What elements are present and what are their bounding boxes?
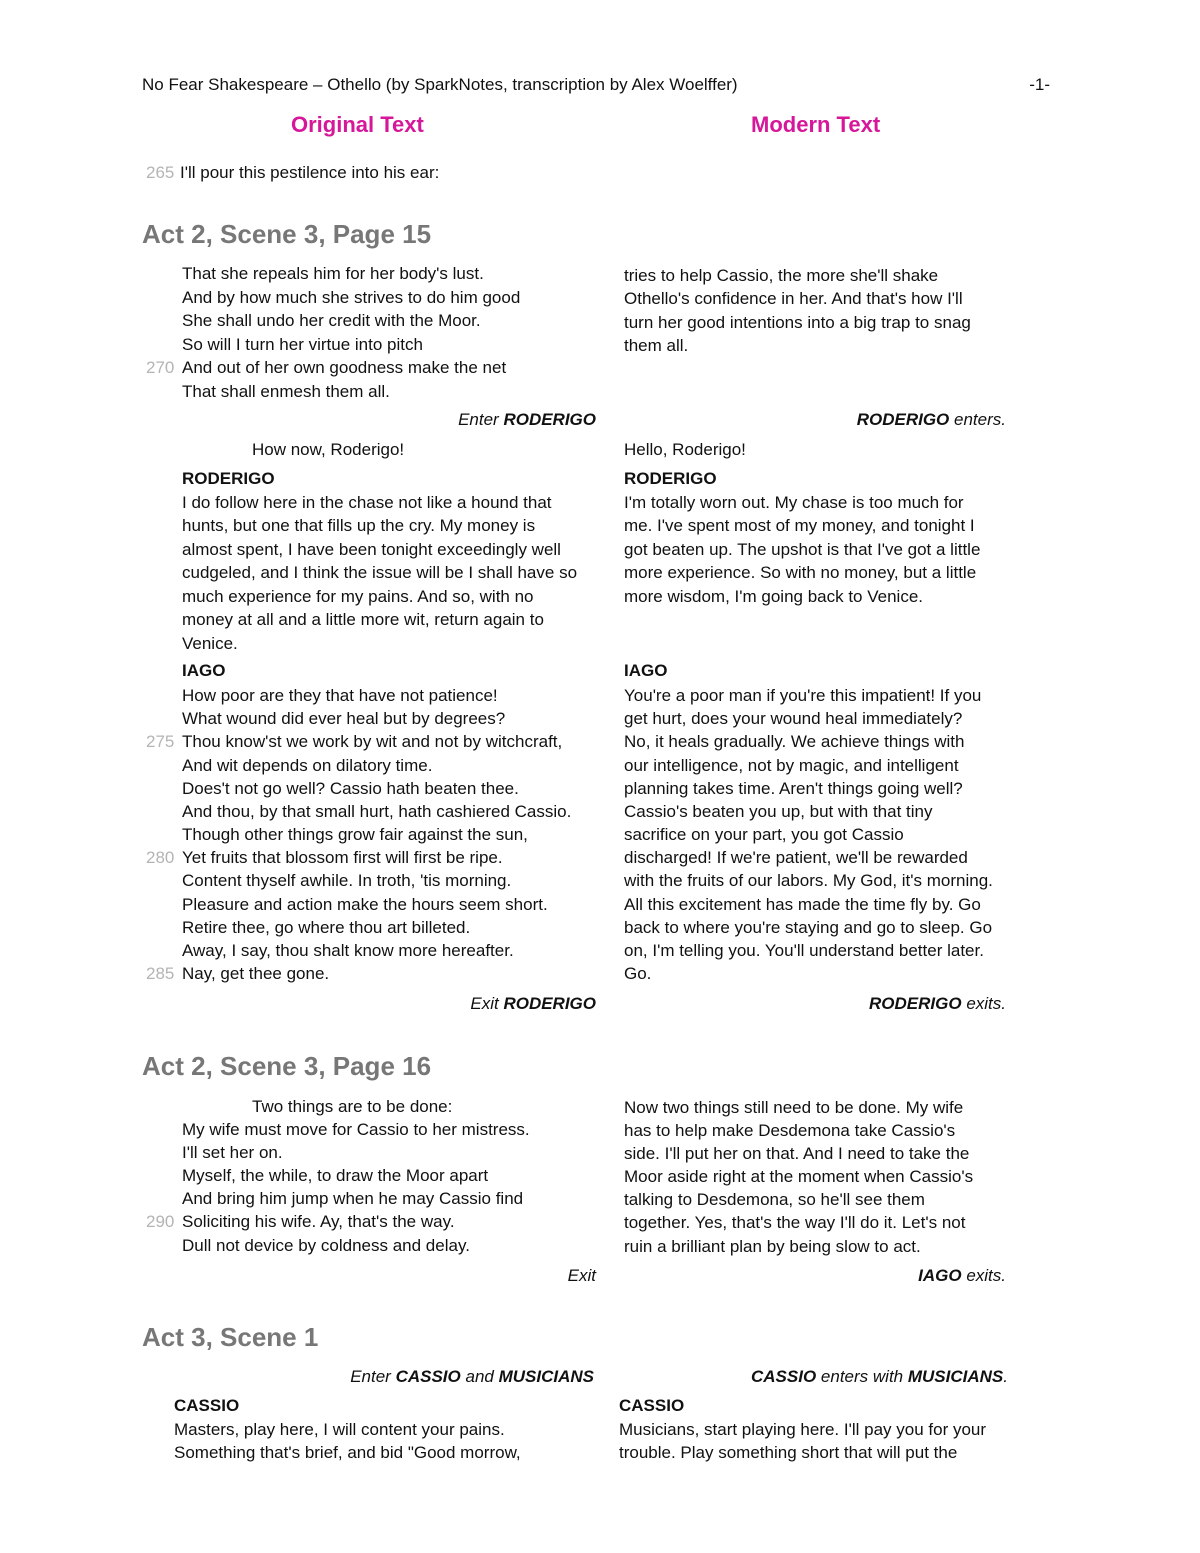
original-line: Yet fruits that blossom first will first be ripe. bbox=[182, 848, 503, 867]
modern-line: No, it heals gradually. We achieve things with bbox=[624, 732, 965, 751]
modern-line: together. Yes, that's the way I'll do it. Let's not bbox=[624, 1213, 966, 1232]
modern-line: sacrifice on your part, you got Cassio bbox=[624, 825, 904, 844]
section-heading: Act 2, Scene 3, Page 15 bbox=[142, 219, 432, 249]
original-line: That shall enmesh them all. bbox=[182, 382, 390, 401]
original-line: And wit depends on dilatory time. bbox=[182, 756, 433, 775]
modern-line: with the fruits of our labors. My God, it's morning. bbox=[624, 871, 993, 890]
modern-line: on, I'm telling you. You'll understand better later. bbox=[624, 941, 984, 960]
original-line: My wife must move for Cassio to her mistress. bbox=[182, 1120, 530, 1139]
original-line: That she repeals him for her body's lust. bbox=[182, 264, 484, 283]
modern-text-heading: Modern Text bbox=[751, 112, 881, 137]
modern-line: turn her good intentions into a big trap to snag bbox=[624, 313, 971, 332]
modern-line: planning takes time. Aren't things going well? bbox=[624, 779, 963, 798]
page-header bbox=[142, 75, 1050, 95]
original-line: hunts, but one that fills up the cry. My money is bbox=[182, 516, 536, 535]
line-number: 265 bbox=[146, 163, 175, 182]
speaker-name: RODERIGO bbox=[182, 469, 275, 488]
character-name: IAGO bbox=[918, 1266, 962, 1285]
character-name: RODERIGO bbox=[503, 410, 596, 429]
modern-line: got beaten up. The upshot is that I've got a little bbox=[624, 540, 981, 559]
stage-direction: Exit RODERIGO bbox=[470, 994, 596, 1013]
modern-line: Moor aside right at the moment when Cassio's bbox=[624, 1167, 974, 1186]
original-line: And by how much she strives to do him good bbox=[182, 288, 521, 307]
original-line: Does't not go well? Cassio hath beaten thee. bbox=[182, 779, 519, 798]
original-line: Though other things grow fair against the sun, bbox=[182, 825, 528, 844]
original-line: She shall undo her credit with the Moor. bbox=[182, 311, 481, 330]
section-heading: Act 2, Scene 3, Page 16 bbox=[142, 1051, 432, 1081]
original-line: Nay, get thee gone. bbox=[182, 964, 330, 983]
modern-line: ruin a brilliant plan by being slow to act. bbox=[624, 1237, 921, 1256]
line-number: 270 bbox=[146, 358, 175, 377]
modern-line: discharged! If we're patient, we'll be rewarded bbox=[624, 848, 968, 867]
stage-direction: Enter RODERIGO bbox=[458, 410, 596, 429]
line-number: 285 bbox=[146, 964, 175, 983]
original-line: And bring him jump when he may Cassio find bbox=[182, 1189, 524, 1208]
stage-direction: IAGO exits. bbox=[918, 1266, 1006, 1285]
original-line: Soliciting his wife. Ay, that's the way. bbox=[182, 1212, 455, 1231]
original-line: almost spent, I have been tonight exceedingly well bbox=[182, 540, 561, 559]
original-line: Venice. bbox=[182, 634, 238, 653]
original-line: And out of her own goodness make the net bbox=[182, 358, 507, 377]
original-line: Retire thee, go where thou art billeted. bbox=[182, 918, 471, 937]
character-name: RODERIGO bbox=[869, 994, 962, 1013]
original-line: And thou, by that small hurt, hath cashiered Cassio. bbox=[182, 802, 572, 821]
stage-direction: CASSIO enters with MUSICIANS. bbox=[751, 1367, 1008, 1386]
character-name: MUSICIANS bbox=[498, 1367, 594, 1386]
speaker-name: IAGO bbox=[624, 661, 668, 680]
original-text-heading: Original Text bbox=[291, 112, 424, 137]
speaker-name: IAGO bbox=[182, 661, 226, 680]
stage-direction: Enter CASSIO and MUSICIANS bbox=[350, 1367, 594, 1386]
modern-line: get hurt, does your wound heal immediately? bbox=[624, 709, 963, 728]
original-line: How now, Roderigo! bbox=[252, 440, 405, 459]
modern-line: You're a poor man if you're this impatient! If you bbox=[624, 686, 982, 705]
modern-line: back to where you're staying and go to sleep. Go bbox=[624, 918, 993, 937]
character-name: MUSICIANS bbox=[907, 1367, 1004, 1386]
stage-direction: Exit bbox=[567, 1266, 596, 1285]
original-line: money at all and a little more wit, return again to bbox=[182, 610, 544, 629]
line-number: 275 bbox=[146, 732, 175, 751]
section-heading: Act 3, Scene 1 bbox=[142, 1322, 319, 1352]
modern-line: our intelligence, not by magic, and intelligent bbox=[624, 756, 959, 775]
modern-line: Musicians, start playing here. I'll pay you for your bbox=[619, 1420, 987, 1439]
original-line: Masters, play here, I will content your pains. bbox=[174, 1420, 505, 1439]
original-line: What wound did ever heal but by degrees? bbox=[182, 709, 506, 728]
modern-line: Hello, Roderigo! bbox=[624, 440, 746, 459]
modern-line: me. I've spent most of my money, and tonight I bbox=[624, 516, 975, 535]
character-name: CASSIO bbox=[395, 1367, 461, 1386]
modern-line: Cassio's beaten you up, but with that tiny bbox=[624, 802, 933, 821]
modern-line: trouble. Play something short that will put the bbox=[619, 1443, 958, 1462]
character-name: RODERIGO bbox=[856, 410, 950, 429]
modern-line: All this excitement has made the time fly by. Go bbox=[624, 895, 981, 914]
original-line: I'll pour this pestilence into his ear: bbox=[180, 163, 440, 182]
modern-line: tries to help Cassio, the more she'll shake bbox=[624, 266, 939, 285]
original-line: Content thyself awhile. In troth, 'tis morning. bbox=[182, 871, 512, 890]
character-name: CASSIO bbox=[751, 1367, 817, 1386]
original-line: How poor are they that have not patience! bbox=[182, 686, 498, 705]
modern-line: I'm totally worn out. My chase is too much for bbox=[624, 493, 964, 512]
speaker-name: CASSIO bbox=[174, 1396, 240, 1415]
modern-line: talking to Desdemona, so he'll see them bbox=[624, 1190, 925, 1209]
original-line: So will I turn her virtue into pitch bbox=[182, 335, 423, 354]
document-title: No Fear Shakespeare – Othello (by SparkNotes, transcription by Alex Woelffer) bbox=[142, 75, 738, 94]
modern-line: them all. bbox=[624, 336, 689, 355]
original-line: I do follow here in the chase not like a hound that bbox=[182, 493, 552, 512]
modern-line: Go. bbox=[624, 964, 652, 983]
original-line: Myself, the while, to draw the Moor apart bbox=[182, 1166, 489, 1185]
line-number: 290 bbox=[146, 1212, 175, 1231]
page-number: -1- bbox=[1029, 75, 1050, 94]
modern-line: more wisdom, I'm going back to Venice. bbox=[624, 587, 923, 606]
modern-line: side. I'll put her on that. And I need to take the bbox=[624, 1144, 970, 1163]
original-line: cudgeled, and I think the issue will be I shall have so bbox=[182, 563, 578, 582]
character-name: RODERIGO bbox=[503, 994, 596, 1013]
original-line: much experience for my pains. And so, with no bbox=[182, 587, 534, 606]
original-line: Two things are to be done: bbox=[252, 1097, 453, 1116]
speaker-name: RODERIGO bbox=[624, 469, 717, 488]
modern-line: Othello's confidence in her. And that's how I'll bbox=[624, 289, 963, 308]
modern-line: more experience. So with no money, but a little bbox=[624, 563, 977, 582]
line-number: 280 bbox=[146, 848, 175, 867]
original-line: Thou know'st we work by wit and not by witchcraft, bbox=[182, 732, 563, 751]
modern-line: Now two things still need to be done. My wife bbox=[624, 1098, 964, 1117]
stage-direction: RODERIGO exits. bbox=[869, 994, 1006, 1013]
original-line: Dull not device by coldness and delay. bbox=[182, 1236, 470, 1255]
modern-line: has to help make Desdemona take Cassio's bbox=[624, 1121, 956, 1140]
original-line: I'll set her on. bbox=[182, 1143, 283, 1162]
original-line: Pleasure and action make the hours seem short. bbox=[182, 895, 548, 914]
original-line: Away, I say, thou shalt know more hereafter. bbox=[182, 941, 514, 960]
stage-direction: RODERIGO enters. bbox=[856, 410, 1006, 429]
speaker-name: CASSIO bbox=[619, 1396, 685, 1415]
original-line: Something that's brief, and bid "Good morrow, bbox=[174, 1443, 521, 1462]
